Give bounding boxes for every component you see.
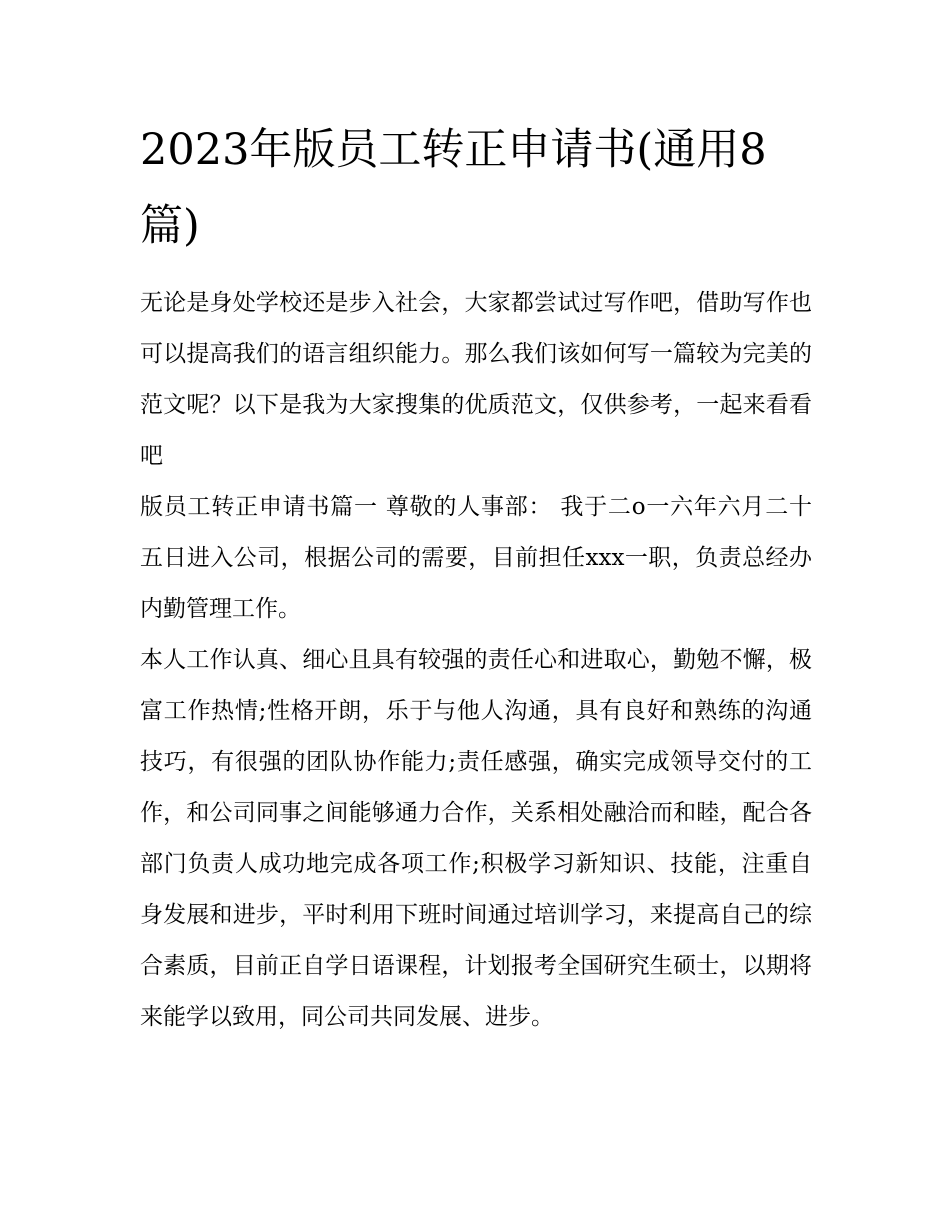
body-paragraph-2: 本人工作认真、细心且具有较强的责任心和进取心，勤勉不懈，极富工作热情;性格开朗，乐于与他人沟通，具有良好和熟练的沟通技巧，有很强的团队协作能力;责任感强，确实完成领导交付的工作，和公司同事之间能够通力合作，关系相处融洽而和睦，配合各部门负责人成功地完成各项工作;积极学习新知识、技能，注重自身发展和进步，平时利用下班时间通过培训学习，来提高自己的综合素质，目前正自学日语课程，计划报考全国研究生硕士，以期将来能学以致用，同公司共同发展、进步。 (140, 647, 812, 1030)
intro-paragraph: 无论是身处学校还是步入社会，大家都尝试过写作吧，借助写作也可以提高我们的语言组织能力。那么我们该如何写一篇较为完美的范文呢？以下是我为大家搜集的优质范文，仅供参考，一起来看看吧 (140, 290, 812, 469)
body-paragraph-1: 版员工转正申请书篇一 尊敬的人事部： 我于二o一六年六月二十五日进入公司，根据公司的需要，目前担任xxx一职，负责总经办内勤管理工作。 (140, 494, 812, 622)
document-body (140, 278, 812, 1043)
page-title: 2023年版员工转正申请书(通用8篇) (140, 125, 767, 251)
